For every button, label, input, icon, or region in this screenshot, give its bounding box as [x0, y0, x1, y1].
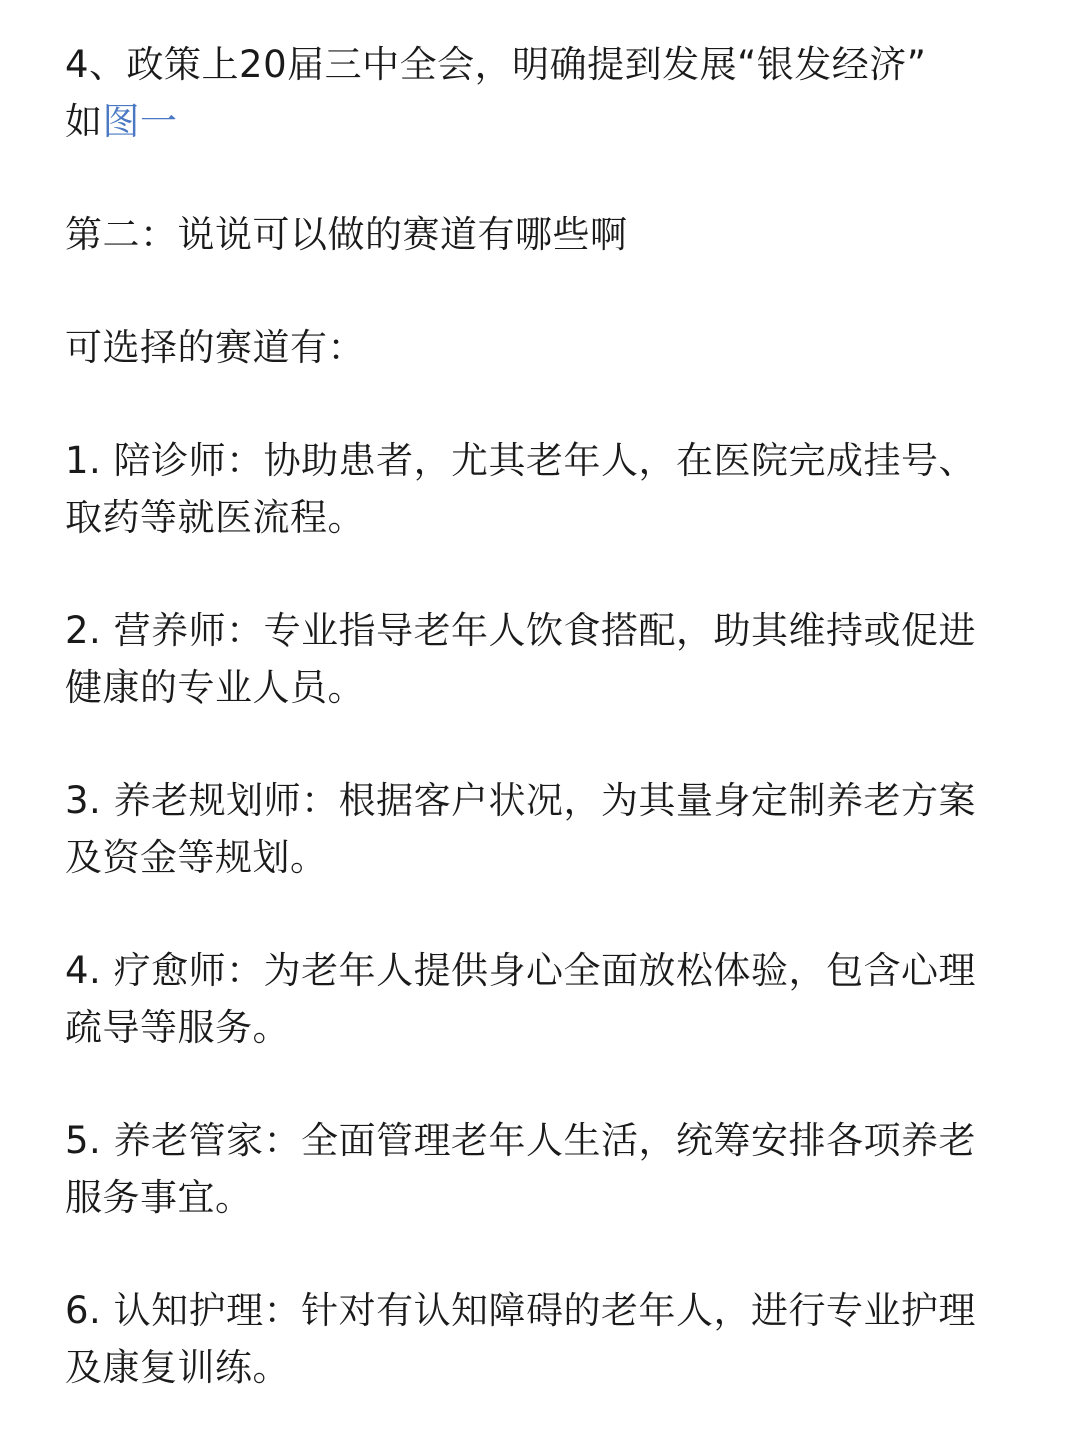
list-item-5: 5. 养老管家：全面管理老年人生活，统筹安排各项养老服务事宜。 — [65, 1119, 977, 1219]
list-item-4: 4. 疗愈师：为老年人提供身心全面放松体验，包含心理疏导等服务。 — [65, 949, 977, 1049]
figure-link[interactable]: 图一 — [102, 100, 178, 143]
list-item-2: 2. 营养师：专业指导老年人饮食搭配，助其维持或促进健康的专业人员。 — [65, 609, 977, 709]
intro-prefix: 如 — [65, 100, 103, 143]
lead-text: 可选择的赛道有： — [65, 326, 365, 369]
list-item-6: 6. 认知护理：针对有认知障碍的老年人，进行专业护理及康复训练。 — [65, 1289, 977, 1389]
article-body — [65, 36, 1005, 1452]
intro-paragraph — [65, 36, 1005, 150]
list-item-3: 3. 养老规划师：根据客户状况，为其量身定制养老方案及资金等规划。 — [65, 779, 977, 879]
list-item-1: 1. 陪诊师：协助患者，尤其老年人，在医院完成挂号、取药等就医流程。 — [65, 439, 977, 539]
section-title: 第二：说说可以做的赛道有哪些啊 — [65, 213, 628, 256]
intro-line: 4、政策上20届三中全会，明确提到发展“银发经济” — [65, 43, 927, 86]
